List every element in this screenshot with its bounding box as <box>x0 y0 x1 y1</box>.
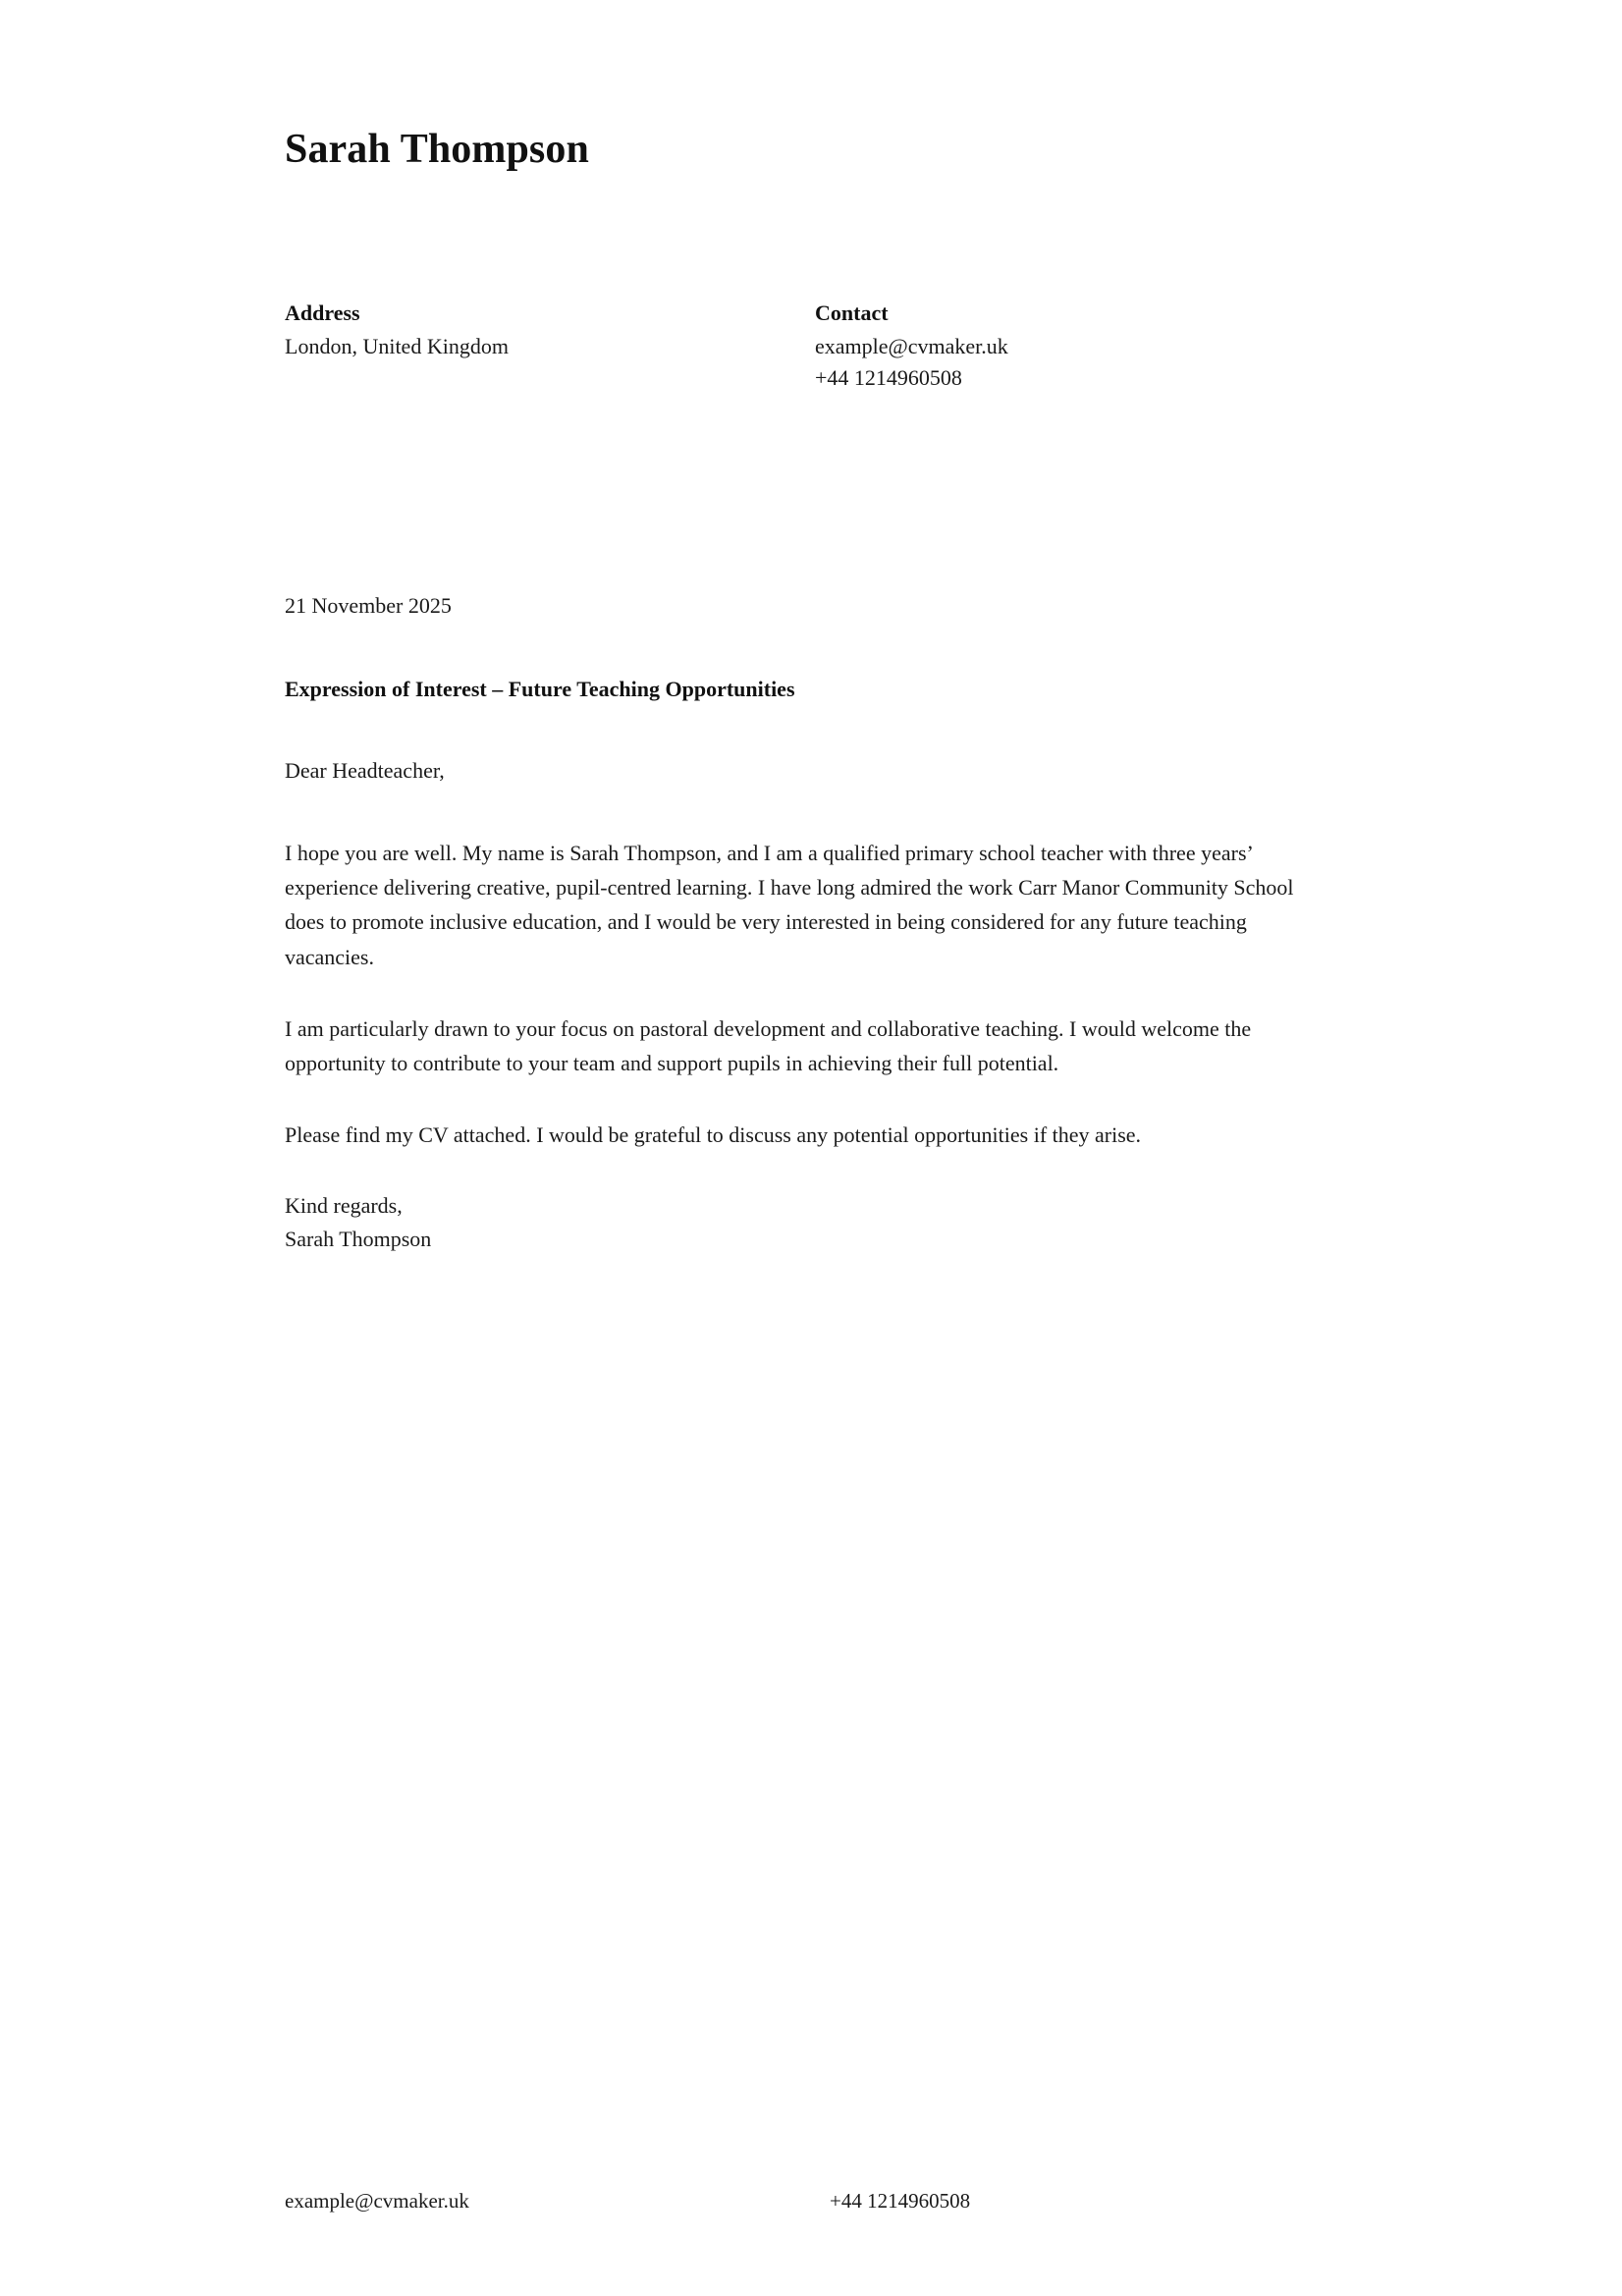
closing-phrase: Kind regards, <box>285 1193 403 1219</box>
address-value: London, United Kingdom <box>285 333 509 358</box>
letter-paragraph: Please find my CV attached. I would be grateful to discuss any potential opportunities if they arise. <box>285 1122 1142 1148</box>
footer-email[interactable]: example@cvmaker.uk <box>285 2189 469 2213</box>
letter-body <box>285 589 1330 1255</box>
letter-paragraph: I am particularly drawn to your focus on pastoral development and collaborative teaching. I would welcome the opportunity to contribute to your team and support pupils in achieving their full potential. <box>285 1015 1252 1075</box>
letter-date: 21 November 2025 <box>285 593 452 618</box>
page-footer <box>285 2187 1345 2215</box>
contact-phone-value[interactable]: +44 1214960508 <box>815 365 962 391</box>
address-label: Address <box>285 301 360 325</box>
closing-signature-name: Sarah Thompson <box>285 1226 432 1251</box>
contact-column <box>815 298 1345 395</box>
contact-email-value[interactable]: example@cvmaker.uk <box>815 333 1008 358</box>
contact-label: Contact <box>815 301 889 325</box>
footer-phone[interactable]: +44 1214960508 <box>830 2189 971 2213</box>
letter-paragraph: I hope you are well. My name is Sarah Thompson, and I am a qualified primary school teacher with three years’ experience delivering creative, pupil-centred learning. I have long admired the work Carr Manor Community School does to promote inclusive education, and I would be very interested in being considered for any future teaching vacancies. <box>285 841 1294 969</box>
candidate-name: Sarah Thompson <box>285 127 589 172</box>
letter-closing-block <box>285 1189 1330 1255</box>
contact-information-block <box>285 298 1345 395</box>
address-column <box>285 298 815 395</box>
letter-header <box>285 126 1345 173</box>
letter-salutation: Dear Headteacher, <box>285 758 445 783</box>
letter-subject-line: Expression of Interest – Future Teaching Opportunities <box>285 677 795 701</box>
